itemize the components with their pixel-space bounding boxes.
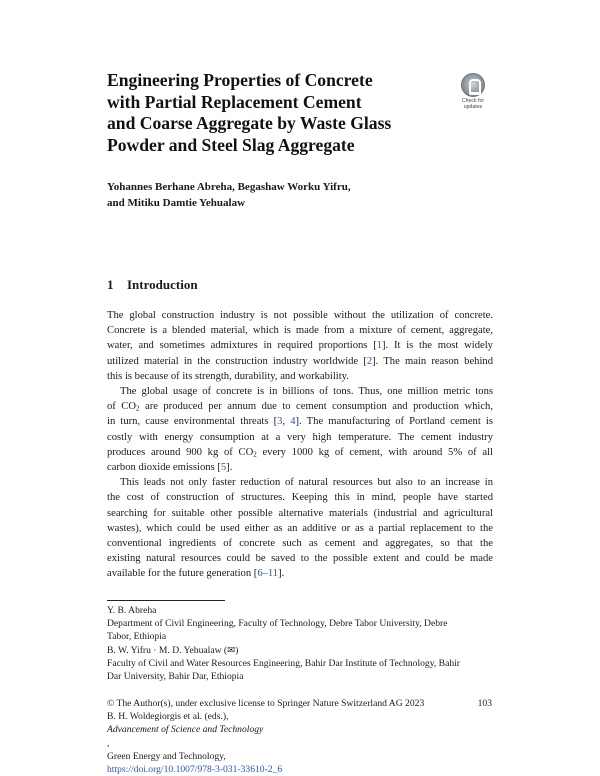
paragraph-line: wastes), which could be used either as an additive or as a partial replacement to the (107, 522, 493, 534)
paragraph-line: searching for suitable other possible alternative materials (industrial and agricultural (107, 507, 493, 519)
paragraph-line: The global usage of concrete is in billions of tons. Thus, one million metric tons (120, 386, 493, 398)
section-heading (107, 277, 198, 293)
copyright-line: © The Author(s), under exclusive license to Springer Nature Switzerland AG 2023 (107, 698, 425, 709)
page-number: 103 (477, 698, 492, 709)
series-line: Green Energy and Technology, https://doi.org/10.1007/978-3-031-33610-2_6 (107, 750, 283, 776)
body-text (107, 308, 493, 582)
citation-link[interactable]: 6–11 (257, 568, 279, 580)
affiliation-author: B. W. Yifru · M. D. Yehualaw (✉) (107, 645, 239, 656)
author-list (107, 180, 467, 211)
affiliation-department: Tabor, Ethiopia (107, 631, 167, 642)
citation-link[interactable]: 2 (366, 355, 373, 367)
paragraph-line: costly with energy consumption at a very high temperature. The cement industry (107, 431, 493, 443)
citation-link[interactable]: 1 (376, 340, 383, 352)
paragraph-line: Concrete is a blended material, which is made from a mixture of cement, aggregate, (107, 325, 493, 337)
paragraph-line: produces around 900 kg of $CO_2$ every 1000 kg of cement, with around 5% of all (107, 446, 493, 459)
affiliation-department: Department of Civil Engineering, Faculty of Technology, Debre Tabor University, Debre (107, 618, 448, 629)
citation-link[interactable]: 5 (220, 462, 227, 474)
paragraph-line: water, and sometimes admixtures in required proportions [1]. It is the most widely (107, 340, 493, 352)
check-for-updates-label: Check for updates (461, 98, 485, 110)
citation-link[interactable]: 3 (277, 416, 283, 428)
paragraph-line: the cost of construction of structures. Keeping this in mind, people have started (107, 492, 493, 504)
doi-link[interactable]: https://doi.org/10.1007/978-3-031-33610-2_6 (107, 764, 283, 776)
section-number: 1 (107, 277, 114, 292)
paragraph-line: in turn, cause environmental threats [3, 4]. The manufacturing of Portland cement is (107, 416, 494, 428)
paragraph-line: conventional ingredients of concrete such as cement and aggregates, so that the (107, 538, 493, 550)
citation-link[interactable]: 4 (290, 416, 296, 428)
paragraph-line: this is because of its strength, durability, and workability. (107, 370, 349, 382)
check-for-updates-icon (461, 73, 485, 97)
paragraph-line: of $CO_2$ are produced per annum due to cement consumption and production which, (107, 401, 493, 413)
book-title: Advancement of Science and Technology (107, 724, 264, 736)
title-line: Engineering Properties of Concrete (107, 70, 373, 90)
affiliation-department: Faculty of Civil and Water Resources Engineering, Bahir Dar Institute of Technology, Bahir (107, 658, 460, 669)
footnote-divider (107, 600, 225, 601)
copyright-footer (107, 697, 493, 776)
chapter-title (107, 70, 437, 156)
affiliation-block (107, 604, 493, 643)
editors-line: B. H. Woldegiorgis et al. (eds.), Advancement of Science and Technology , (107, 711, 264, 749)
paragraph-line: carbon dioxide emissions [5]. (107, 462, 233, 474)
paragraph-line: This leads not only faster reduction of natural resources but also to an increase in (120, 477, 493, 489)
section-title: Introduction (127, 277, 198, 292)
authors-line: and Mitiku Damtie Yehualaw (107, 196, 246, 209)
check-for-updates-badge[interactable] (456, 73, 490, 113)
affiliation-department: Dar University, Bahir Dar, Ethiopia (107, 671, 244, 682)
authors-line: Yohannes Berhane Abreha, Begashaw Worku Yifru, (107, 181, 351, 193)
affiliation-block (107, 644, 493, 683)
paragraph-line: utilized material in the construction industry worldwide [2]. The main reason behind (107, 355, 493, 367)
paragraph-line: available for the future generation [6–11]. (107, 568, 285, 580)
paragraph-line: The global construction industry is not possible without the utilization of concrete. (107, 310, 493, 321)
paragraph-line: existing natural resources could be saved to the possible extent and could be made (107, 553, 493, 565)
title-line: with Partial Replacement Cement (107, 91, 362, 112)
title-line: and Coarse Aggregate by Waste Glass (107, 113, 392, 133)
title-line: Powder and Steel Slag Aggregate (107, 134, 355, 155)
affiliation-author: Y. B. Abreha (107, 605, 157, 616)
